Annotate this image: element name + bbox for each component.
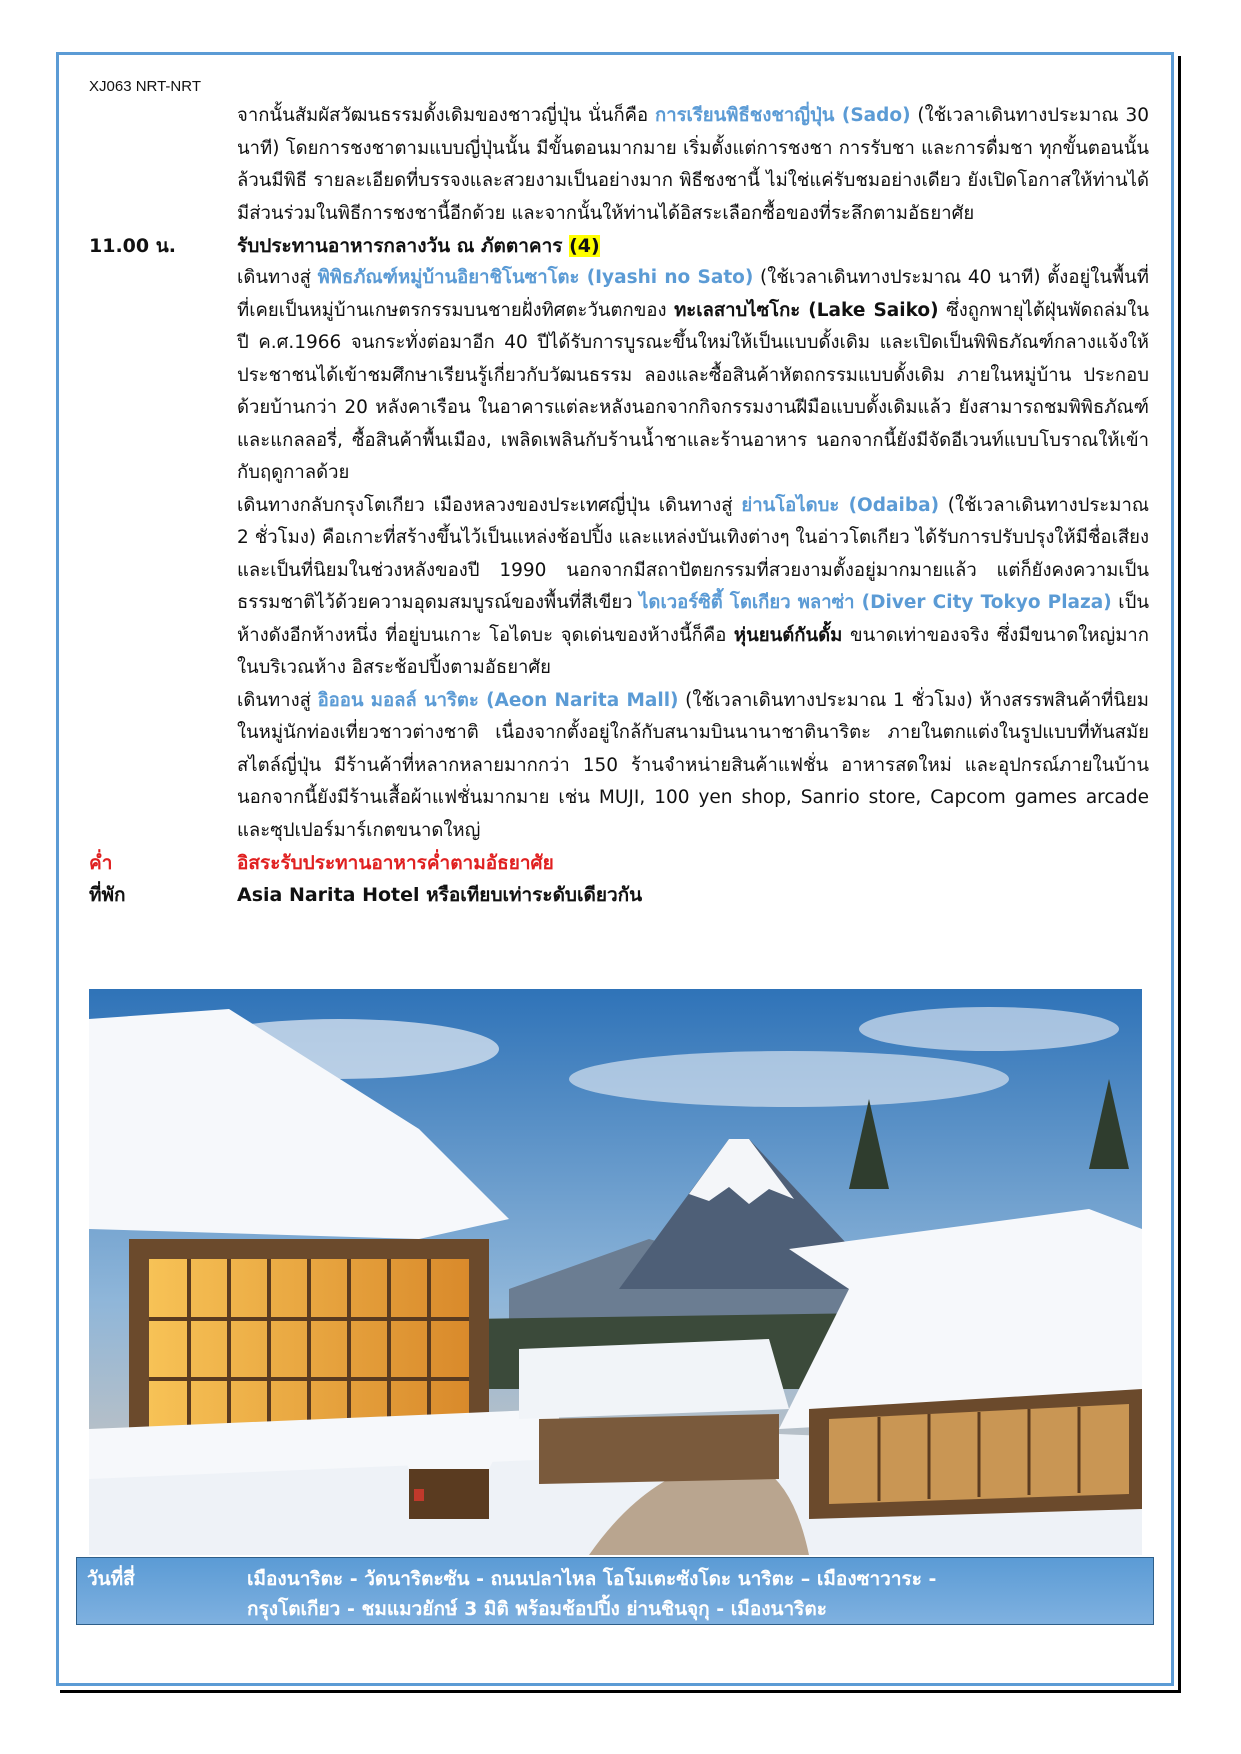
lunch-time: 11.00 น.: [89, 235, 176, 257]
hotel-label: ที่พัก: [89, 884, 126, 906]
hotel-rest: หรือเทียบเท่าระดับเดียวกัน: [419, 884, 643, 906]
odaiba-link: ย่านโอไดบะ (Odaiba): [741, 494, 940, 516]
dinner-text: อิสระรับประทานอาหารค่ำตามอัธยาศัย: [237, 852, 554, 874]
dinner-label: ค่ำ: [89, 852, 113, 874]
day-route-line-2: กรุงโตเกียว - ชมแมวยักษ์ 3 มิติ พร้อมช้อปปิ้ง ย่านชินจุกุ - เมืองนาริตะ: [247, 1598, 827, 1620]
meal-badge: (4): [569, 235, 600, 257]
itinerary-content: [89, 100, 1149, 911]
lake-saiko: ทะเลสาบไซโกะ (Lake Saiko): [674, 299, 939, 321]
aeon-link: อิออน มอลล์ นาริตะ (Aeon Narita Mall): [317, 689, 679, 711]
lunch-text: รับประทานอาหารกลางวัน ณ ภัตตาคาร: [237, 235, 570, 257]
iyashi-link: พิพิธภัณฑ์หมู่บ้านอิยาชิโนซาโตะ (Iyashi no Sato): [317, 267, 754, 288]
iyashi-paragraph: เดินทางสู่ พิพิธภัณฑ์หมู่บ้านอิยาชิโนซาโตะ (Iyashi no Sato) (ใช้เวลาเดินทางประมาณ 40 นาที) ตั้งอยู่ในพื้นที่ที่เคยเป็นหมู่บ้านเกษตรกรรมบนชายฝั่งทิศตะวันตกของ ทะเลสาบไซโกะ (Lake Saiko) ซึ่งถูกพายุไต้ฝุ่นพัดถล่มในปี ค.ศ.1966 จนกระทั่งต่อมาอีก 40 ปีได้รับการบูรณะขึ้นใหม่ให้เป็นแบบดั้งเดิม และเปิดเป็นพิพิธภัณฑ์กลางแจ้งให้ ประชาชนได้เข้าชมศึกษาเรียนรู้เกี่ยวกับวัฒนธรรม ลองและซื้อสินค้าหัตถกรรมแบบดั้งเดิม ภายในหมู่บ้าน ประกอบด้วยบ้านกว่า 20 หลังคาเรือน ในอาคารแต่ละหลังนอกจากกิจกรรมงานฝีมือแบบดั้งเดิมแล้ว ยังสามารถชมพิพิธภัณฑ์และแกลลอรี่, ซื้อสินค้าพื้นเมือง, เพลิดเพลินกับร้านน้ำชาและร้านอาหาร นอกจากนี้ยังมีจัดอีเวนท์แบบโบราณให้เข้ากับฤดูกาลด้วย: [237, 267, 1149, 483]
odaiba-row: [89, 490, 1149, 685]
day-four-banner: [76, 1557, 1154, 1625]
day-route-line-1: เมืองนาริตะ - วัดนาริตะซัน - ถนนปลาไหล โอโมเตะซังโดะ นาริตะ – เมืองซาวาระ -: [247, 1568, 937, 1590]
day-label: วันที่สี่: [87, 1568, 135, 1590]
lunch-row: [89, 230, 1149, 262]
gundam-text: หุ่นยนต์กันดั้ม: [733, 624, 843, 646]
tea-ceremony-row: [89, 100, 1149, 230]
aeon-paragraph: เดินทางสู่ อิออน มอลล์ นาริตะ (Aeon Narita Mall) (ใช้เวลาเดินทางประมาณ 1 ชั่วโมง) ห้างสรรพสินค้าที่นิยมในหมู่นักท่องเที่ยวชาวต่างชาติ เนื่องจากตั้งอยู่ใกล้กับสนามบินนานาชาตินาริตะ ภายในตกแต่งในรูปแบบที่ทันสมัยสไตล์ญี่ปุ่น มีร้านค้าที่หลากหลายมากกว่า 150 ร้านจำหน่ายสินค้าแฟชั่น อาหารสดใหม่ และอุปกรณ์ภายในบ้าน นอกจากนี้ยังมีร้านเสื้อผ้าแฟชั่นมากมาย เช่น MUJI, 100 yen shop, Sanrio store, Capcom games arcade และซุปเปอร์มาร์เกตขนาดใหญ่: [237, 689, 1149, 841]
tea-ceremony-paragraph: จากนั้นสัมผัสวัฒนธรรมดั้งเดิมของชาวญี่ปุ่น นั่นก็คือ การเรียนพิธีชงชาญี่ปุ่น (Sado) (ใช้เวลาเดินทางประมาณ 30 นาที) โดยการชงชาตามแบบญี่ปุ่นนั้น มีขั้นตอนมากมาย เริ่มตั้งแต่การชงชา การรับชา และการดื่มชา ทุกขั้นตอนนั้นล้วนมีพิธี รายละเอียดที่บรรจงและสวยงามเป็นอย่างมาก พิธีชงชานี้ ไม่ใช่แค่รับชมอย่างเดียว ยังเปิดโอกาสให้ท่านได้มีส่วนร่วมในพิธีการชงชานี้อีกด้วย และจากนั้นให้ท่านได้อิสระเลือกซื้อของที่ระลึกตามอัธยาศัย: [237, 105, 1149, 224]
tour-code: XJ063 NRT-NRT: [89, 78, 201, 95]
hotel-name: Asia Narita Hotel: [237, 884, 420, 906]
village-photo: [89, 989, 1142, 1555]
iyashi-row: [89, 262, 1149, 490]
aeon-row: [89, 685, 1149, 848]
hotel-row: [89, 879, 1149, 911]
odaiba-paragraph: เดินทางกลับกรุงโตเกียว เมืองหลวงของประเทศญี่ปุ่น เดินทางสู่ ย่านโอไดบะ (Odaiba) (ใช้เวลาเดินทางประมาณ 2 ชั่วโมง) คือเกาะที่สร้างขึ้นไว้เป็นแหล่งช้อปปิ้ง และแหล่งบันเทิงต่างๆ ในอ่าวโตเกียว ได้รับการปรับปรุงให้มีชื่อเสียงและเป็นที่นิยมในช่วงหลังของปี 1990 นอกจากมีสถาปัตยกรรมที่สวยงามตั้งอยู่มากมายแล้ว แต่ก็ยังคงความเป็นธรรมชาติไว้ด้วยความอุดมสมบูรณ์ของพื้นที่สีเขียว ไดเวอร์ซิตี้ โตเกียว พลาซ่า (Diver City Tokyo Plaza) เป็นห้างดังอีกห้างหนึ่ง ที่อยู่บนเกาะ โอไดบะ จุดเด่นของห้างนี้ก็คือ หุ่นยนต์กันดั้ม ขนาดเท่าของจริง ซึ่งมีขนาดใหญ่มาก ในบริเวณห้าง อิสระช้อปปิ้งตามอัธยาศัย: [237, 494, 1150, 678]
sado-link: การเรียนพิธีชงชาญี่ปุ่น (Sado): [655, 105, 911, 126]
diver-city-link: ไดเวอร์ซิตี้ โตเกียว พลาซ่า (Diver City Tokyo Plaza): [639, 592, 1112, 613]
dinner-row: [89, 847, 1149, 879]
